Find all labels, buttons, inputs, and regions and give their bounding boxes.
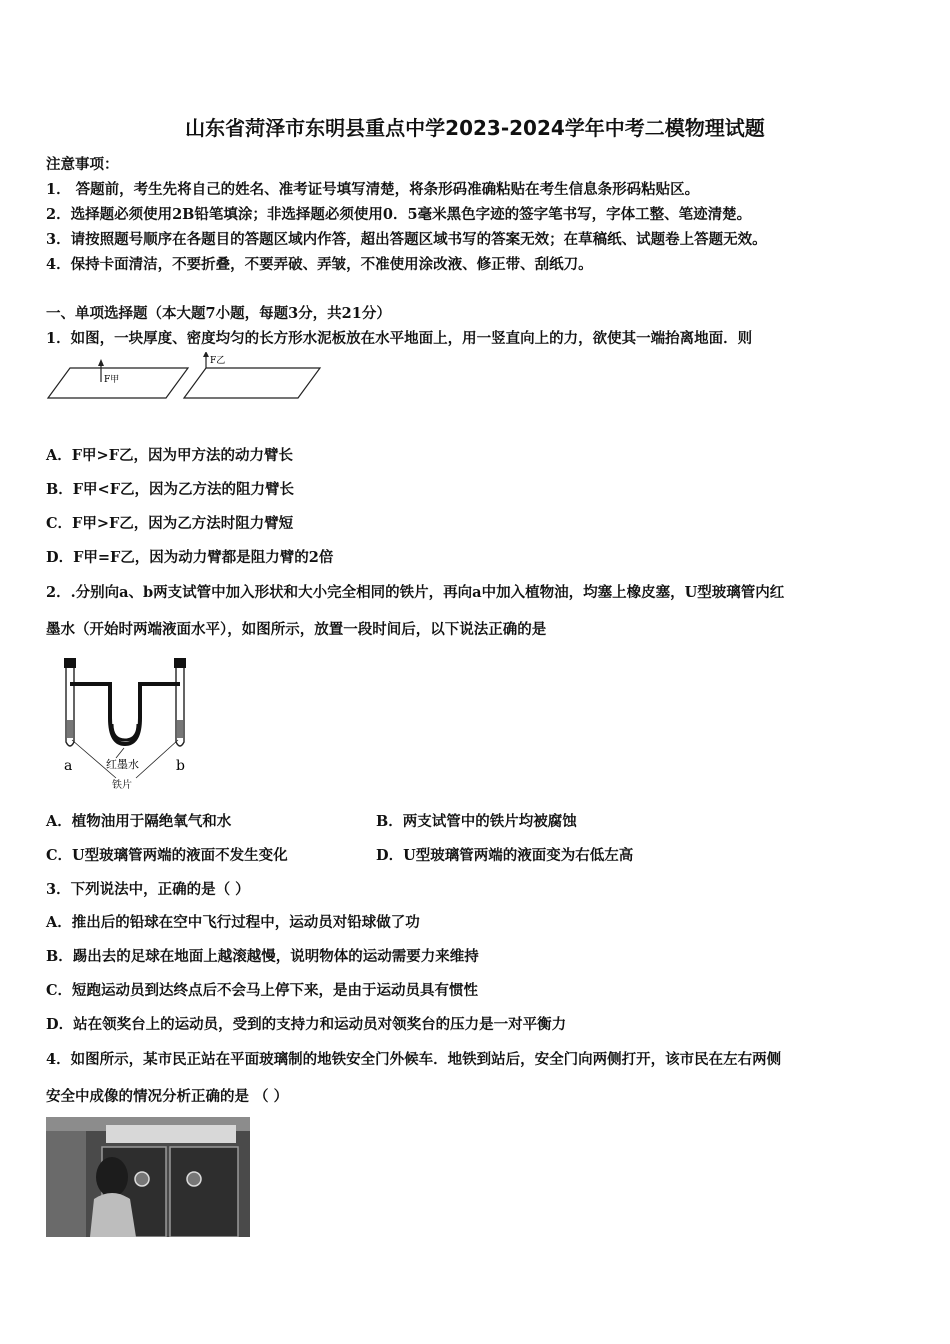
person-head — [96, 1157, 128, 1197]
question-4-stem: 4．如图所示，某市民正站在平面玻璃制的地铁安全门外候车．地铁到站后，安全门向两侧打开，该市民在左右两侧 — [46, 1051, 782, 1068]
door-right — [170, 1147, 238, 1237]
q3-option-b: B．踢出去的足球在地面上越滚越慢，说明物体的运动需要力来维持 — [46, 948, 479, 965]
iron-label: 铁片 — [112, 780, 132, 791]
u-glass-tube — [70, 684, 180, 744]
slab-lever-figure — [44, 352, 334, 408]
page-title: 山东省菏泽市东明县重点中学2023-2024学年中考二模物理试题 — [185, 116, 765, 140]
red-ink-label: 红墨水 — [106, 758, 139, 771]
iron-strip-a — [67, 720, 73, 738]
stopper-b — [174, 658, 186, 668]
question-1-stem: 1．如图，一块厚度、密度均匀的长方形水泥板放在水平地面上，用一竖直向上的力，欲使其一端抬离地面．则 — [46, 330, 753, 347]
q1-option-a: A．F甲>F乙，因为甲方法的动力臂长 — [46, 447, 293, 464]
left-wall — [46, 1131, 86, 1237]
question-4-stem-cont: 安全中成像的情况分析正确的是 （ ） — [46, 1088, 289, 1105]
q3-option-a: A．推出后的铅球在空中飞行过程中，运动员对铅球做了功 — [46, 914, 420, 931]
door-handle-right — [187, 1172, 201, 1186]
red-ink — [112, 724, 138, 740]
question-3-stem: 3．下列说法中，正确的是（ ） — [46, 881, 250, 898]
notice-item: 2．选择题必须使用2B铅笔填涂；非选择题必须使用0．5毫米黑色字迹的签字笔书写，字体工整、笔迹清楚。 — [46, 206, 752, 223]
force-arrowhead-b — [203, 352, 209, 357]
force-label-a: F甲 — [104, 375, 120, 385]
subway-door-photo — [46, 1117, 250, 1237]
q3-option-c: C．短跑运动员到达终点后不会马上停下来，是由于运动员具有惯性 — [46, 982, 479, 999]
question-2-stem-cont: 墨水（开始时两端液面水平），如图所示，放置一段时间后，以下说法正确的是 — [46, 621, 547, 638]
section-heading: 一、单项选择题（本大题7小题，每题3分，共21分） — [46, 305, 391, 322]
q1-option-b: B．F甲<F乙，因为乙方法的阻力臂长 — [46, 481, 294, 498]
iron-pointer-b — [136, 740, 178, 778]
q3-option-d: D．站在领奖台上的运动员，受到的支持力和运动员对领奖台的压力是一对平衡力 — [46, 1016, 567, 1033]
q2-option-d: D．U型玻璃管两端的液面变为右低左高 — [376, 847, 634, 864]
tube-a-label: a — [64, 758, 73, 774]
sign-board — [106, 1125, 236, 1143]
iron-strip-b — [177, 720, 183, 738]
force-arrowhead-a — [98, 359, 104, 366]
u-tube-figure — [56, 654, 206, 794]
door-handle-left — [135, 1172, 149, 1186]
notice-item: 3．请按照题号顺序在各题目的答题区域内作答，超出答题区域书写的答案无效；在草稿纸、试题卷上答题无效。 — [46, 231, 767, 248]
q1-option-d: D．F甲=F乙，因为动力臂都是阻力臂的2倍 — [46, 549, 334, 566]
force-label-b: F乙 — [210, 356, 226, 366]
notice-item: 1． 答题前，考生先将自己的姓名、准考证号填写清楚，将条形码准确粘贴在考生信息条形码粘贴区。 — [46, 181, 700, 198]
slab-b — [184, 368, 320, 398]
tube-b-label: b — [176, 758, 185, 774]
q2-option-a: A．植物油用于隔绝氧气和水 — [46, 813, 232, 830]
ink-pointer — [116, 748, 124, 758]
notice-heading: 注意事项： — [46, 156, 119, 173]
q2-option-c: C．U型玻璃管两端的液面不发生变化 — [46, 847, 288, 864]
stopper-a — [64, 658, 76, 668]
q2-option-b: B．两支试管中的铁片均被腐蚀 — [376, 813, 577, 830]
person-body — [90, 1193, 136, 1237]
notice-item: 4．保持卡面清洁，不要折叠，不要弄破、弄皱，不准使用涂改液、修正带、刮纸刀。 — [46, 256, 593, 273]
q1-option-c: C．F甲>F乙，因为乙方法时阻力臂短 — [46, 515, 294, 532]
question-2-stem: 2．.分别向a、b两支试管中加入形状和大小完全相同的铁片，再向a中加入植物油，均塞上橡皮塞，U型玻璃管内红 — [46, 584, 785, 601]
